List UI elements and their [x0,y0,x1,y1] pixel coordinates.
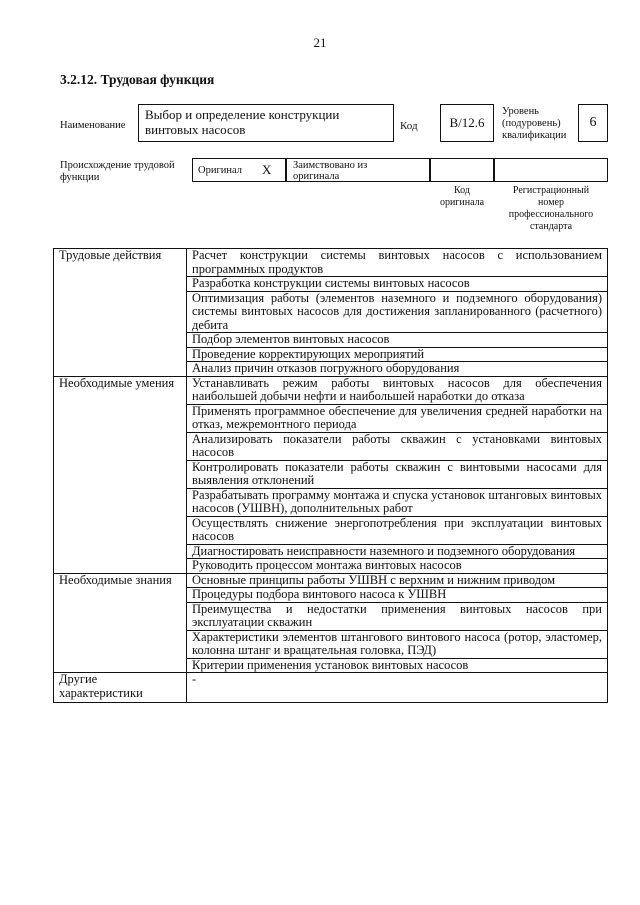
function-name-line2: винтовых насосов [145,122,246,137]
original-mark: X [262,162,272,177]
original-code-caption-line2: оригинала [439,197,485,208]
table-cell: Руководить процессом монтажа винтовых насосов [187,559,608,574]
reg-caption-line3: профессионального [508,209,594,220]
reg-caption-line1: Регистрационный [512,185,590,196]
table-cell: Анализировать показатели работы скважин с установками винтовых насосов [187,432,608,460]
section-title-labor-actions: Трудовые действия [54,249,187,377]
table-row [54,249,608,277]
qualification-level-value: 6 [578,104,608,142]
section-title-required-skills: Необходимые умения [54,376,187,573]
level-label-line1: Уровень [502,106,539,117]
reg-caption-line4: стандарта [529,221,573,232]
table-cell: Оптимизация работы (элементов наземного и подземного оборудования) системы винтовых насосов для достижения запланированного (расчетного) дебита [187,291,608,333]
table-cell: Применять программное обеспечение для увеличения средней наработки на отказ, межремонтного периода [187,404,608,432]
borrowed-label-line2: оригинала [293,171,340,182]
table-cell: Анализ причин отказов погружного оборудования [187,362,608,377]
function-name-line1: Выбор и определение конструкции [145,107,340,122]
section-title-required-knowledge: Необходимые знания [54,573,187,673]
table-cell: Основные принципы работы УШВН с верхним и нижним приводом [187,573,608,588]
page-number: 21 [313,35,327,50]
table-cell: Преимущества и недостатки применения винтовых насосов при эксплуатации скважин [187,602,608,630]
name-label: Наименование [60,120,126,131]
table-cell: Критерии применения установок винтовых насосов [187,658,608,673]
table-cell: Разрабатывать программу монтажа и спуска установок штанговых винтовых насосов (УШВН), дополнительных работ [187,488,608,516]
section-title-other-characteristics: Другие характеристики [54,673,187,703]
borrowed-label-line1: Заимствовано из [293,160,368,171]
level-label-line2: (подуровень) [502,118,561,129]
function-details-table [53,248,608,703]
table-row [54,573,608,588]
borrowed-label [293,160,367,182]
code-label: Код [400,120,418,132]
original-label: Оригинал [198,165,242,176]
reg-caption-line2: номер [538,197,564,208]
origin-label [60,160,175,184]
table-cell: Процедуры подбора винтового насоса к УШВН [187,588,608,603]
table-cell: Разработка конструкции системы винтовых насосов [187,277,608,292]
function-name-box [138,104,394,142]
registration-number-cell [494,158,608,182]
original-code-caption-line1: Код [454,185,470,196]
original-code-cell [430,158,494,182]
table-cell: Диагностировать неисправности наземного и подземного оборудования [187,544,608,559]
table-row [54,673,608,703]
code-value: B/12.6 [440,104,494,142]
table-cell: Расчет конструкции системы винтовых насосов с использованием программных продуктов [187,249,608,277]
table-cell: Характеристики элементов штангового винтового насоса (ротор, эластомер, колонна штанг и вращательная головка, ПЭД) [187,630,608,658]
section-title: 3.2.12. Трудовая функция [60,72,215,87]
level-label-line3: квалификации [502,130,567,141]
table-row [54,376,608,404]
original-code-caption [430,185,494,209]
origin-label-line1: Происхождение трудовой [60,160,175,171]
table-cell: Контролировать показатели работы скважин с винтовыми насосами для выявления отклонений [187,460,608,488]
table-cell: Устанавливать режим работы винтовых насосов для обеспечения наибольшей добычи нефти и наибольшей наработки до отказа [187,376,608,404]
origin-label-line2: функции [60,172,100,183]
qualification-level-label [502,106,566,142]
table-cell: Проведение корректирующих мероприятий [187,347,608,362]
table-cell: - [187,673,608,703]
registration-number-caption [494,185,608,233]
table-cell: Подбор элементов винтовых насосов [187,333,608,348]
table-cell: Осуществлять снижение энергопотребления при эксплуатации винтовых насосов [187,516,608,544]
